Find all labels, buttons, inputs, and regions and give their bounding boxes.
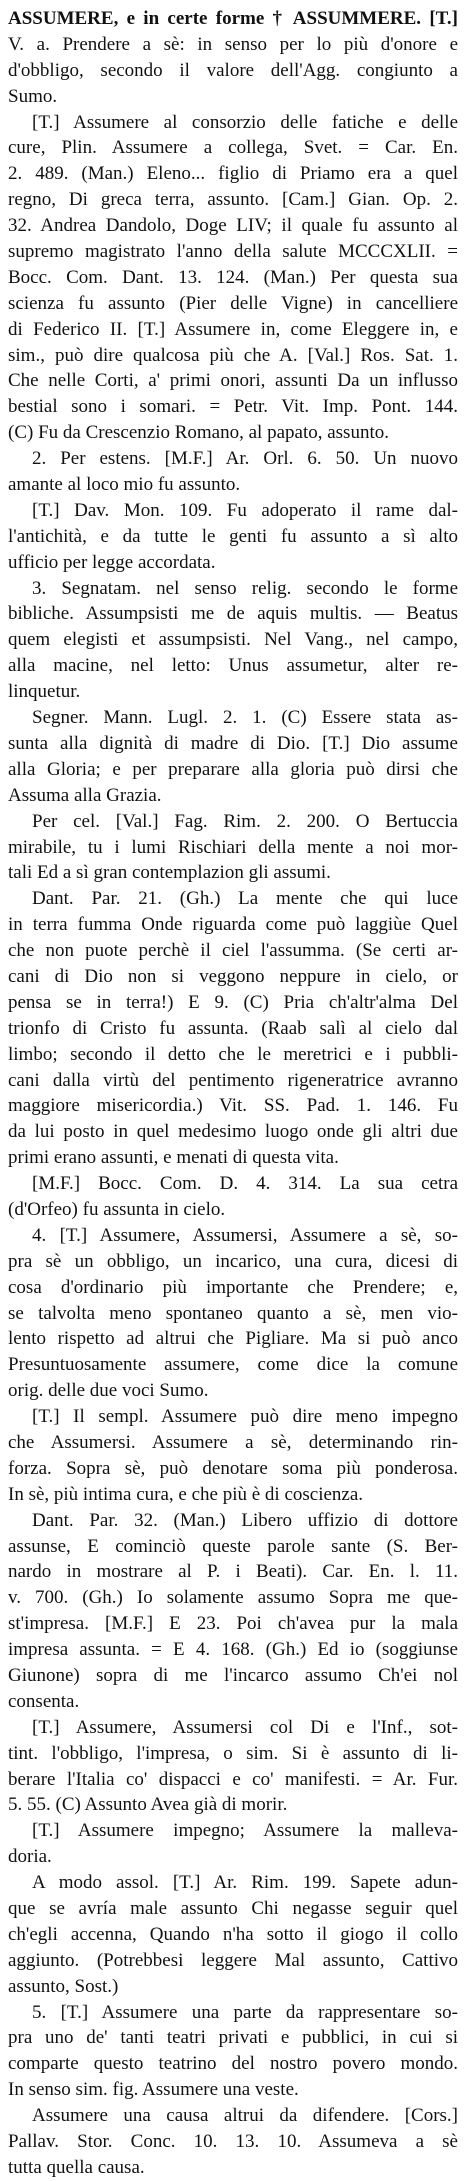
- text-line: aggiunto. (Potrebbesi leggere Mal assunto, Cattivo: [8, 1949, 458, 1971]
- text-line: trionfo di Cristo fu assunta. (Raab salì al cielo dal: [8, 1017, 458, 1039]
- text-line: v. 700. (Gh.) Io solamente assumo Sopra me que-: [8, 1587, 458, 1609]
- text-line: [T.] Dav. Mon. 109. Fu adoperato il rame dal-: [32, 499, 458, 521]
- text-line: mirabile, tu i lumi Rischiari della mente a noi mor-: [8, 836, 458, 858]
- text-line: supremo magistrato l'anno della salute MCCCXLII. =: [8, 241, 458, 263]
- entry-paragraph: [8, 2103, 458, 2181]
- text-line: alla Gloria; e per preparare alla gloria può dirsi che: [8, 758, 458, 780]
- text-line: amante al loco mio fu assunto.: [8, 474, 241, 496]
- text-line: Per cel. [Val.] Fag. Rim. 2. 200. O Bertuccia: [32, 810, 458, 832]
- entry-paragraph: [8, 1818, 458, 1870]
- entry-paragraph: [8, 2000, 458, 2104]
- text-line: 5. [T.] Assumere una parte da rappresentare so-: [32, 2001, 458, 2023]
- entry-paragraph: [8, 705, 458, 809]
- text-line: alla macine, nel letto: Unus assumetur, alter re-: [8, 655, 458, 677]
- text-line: che non puote perchè il ciel l'assumma. (Se certi ar-: [8, 940, 458, 962]
- text-line: ASSUMERE, e in certe forme † ASSUMMERE. [T.]: [8, 8, 458, 29]
- text-line: V. a. Prendere a sè: in senso per lo più d'onore e: [8, 33, 458, 55]
- text-line: consenta.: [8, 1690, 80, 1712]
- text-line: Bocc. Com. Dant. 13. 124. (Man.) Per questa sua: [8, 266, 458, 288]
- text-line: tutta quella causa.: [8, 2156, 145, 2178]
- text-line: di Federico II. [T.] Assumere in, come Eleggere in, e: [8, 318, 458, 340]
- text-line: l'antichità, e da tutte le genti fu assunto a sì alto: [8, 525, 458, 547]
- text-line: In sè, più intima cura, e che più è di coscienza.: [8, 1483, 364, 1505]
- text-line: comparte questo teatrino del nostro povero mondo.: [8, 2053, 458, 2075]
- entry-paragraph: [8, 886, 458, 1171]
- entry-paragraph: [8, 1404, 458, 1508]
- text-line: tali Ed a sì gran contemplazion gli assumi.: [8, 862, 331, 884]
- text-line: linquetur.: [8, 681, 81, 703]
- text-line: bibliche. Assumpsisti me de aquis multis. — Beatus: [8, 603, 458, 625]
- text-line: pensa se in terra!) E 9. (C) Pria ch'altr'alma Del: [8, 991, 458, 1013]
- text-line: quem elegisti et assumpsisti. Nel Vang., nel campo,: [8, 629, 458, 651]
- text-line: (d'Orfeo) fu assunta in cielo.: [8, 1198, 226, 1220]
- text-line: Dant. Par. 21. (Gh.) La mente che qui luce: [32, 888, 458, 910]
- entry-paragraph: [8, 1171, 458, 1223]
- text-line: [T.] Assumere, Assumersi col Di e l'Inf., sot-: [32, 1716, 458, 1738]
- text-line: scienza fu assunto (Pier delle Vigne) in cancelliere: [8, 292, 458, 314]
- entry-paragraph: [8, 1508, 458, 1715]
- text-line: Pallav. Stor. Conc. 10. 13. 10. Assumeva a sè: [8, 2131, 458, 2153]
- text-line: se talvolta meno spontaneo quanto a sè, men vio-: [8, 1302, 458, 1324]
- text-line: Che nelle Corti, a' primi onori, assunti Da un influsso: [8, 370, 458, 392]
- text-line: regno, Di greca terra, assunto. [Cam.] Gian. Op. 2.: [8, 189, 458, 211]
- text-line: [M.F.] Bocc. Com. D. 4. 314. La sua cetra: [32, 1173, 458, 1195]
- entry-paragraph: [8, 1715, 458, 1819]
- entry-paragraph: [8, 1223, 458, 1404]
- text-line: Dant. Par. 32. (Man.) Libero uffizio di dottore: [32, 1509, 458, 1531]
- text-line: forza. Sopra sè, può denotare soma più ponderosa.: [8, 1457, 458, 1479]
- text-line: che Assumersi. Assumere a sè, determinando rin-: [8, 1431, 458, 1453]
- text-line: impresa assunta. = E 4. 168. (Gh.) Ed io (soggiunse: [8, 1639, 458, 1661]
- entry-paragraph: [8, 110, 458, 447]
- text-line: st'impresa. [M.F.] E 23. Poi ch'avea pur la mala: [8, 1613, 458, 1635]
- text-line: Sumo.: [8, 85, 58, 107]
- text-line: in terra fumma Onde riguarda come può laggiùe Quel: [8, 914, 458, 936]
- entry-paragraph: [8, 498, 458, 576]
- text-line: cosa d'ordinario più importante che Prendere; e,: [8, 1276, 458, 1298]
- text-line: Assumere una causa altrui da difendere. [Cors.]: [32, 2105, 458, 2127]
- text-line: 5. 55. (C) Assunto Avea già di morir.: [8, 1794, 288, 1816]
- text-line: orig. delle due voci Sumo.: [8, 1380, 209, 1402]
- text-line: lento rispetto ad altrui che Pigliare. Ma si può anco: [8, 1328, 458, 1350]
- text-line: que se avría male assunto Chi negasse seguir quel: [8, 1898, 458, 1920]
- text-line: doria.: [8, 1846, 52, 1868]
- text-line: sunta alla dignità di madre di Dio. [T.] Dio assume: [8, 732, 458, 754]
- text-line: pra sè un obbligo, un incarico, una cura, dicesi di: [8, 1250, 458, 1272]
- entry-paragraph: [8, 576, 458, 705]
- dictionary-entry-assumere: [8, 6, 458, 2181]
- text-line: [T.] Assumere impegno; Assumere la malleva-: [32, 1820, 458, 1842]
- text-line: 32. Andrea Dandolo, Doge LIV; il quale fu assunto al: [8, 215, 458, 237]
- entry-paragraph: [8, 446, 458, 498]
- text-line: Giunone) sopra di me l'incarco assumo Ch'ei nol: [8, 1665, 458, 1686]
- text-line: [T.] Assumere al consorzio delle fatiche e delle: [32, 111, 458, 133]
- text-line: (C) Fu da Crescenzio Romano, al papato, assunto.: [8, 422, 389, 444]
- text-line: assunse, E cominciò queste parole sante (S. Ber-: [8, 1535, 458, 1557]
- text-line: nardo in mostrare al P. i Beati). Car. En. l. 11.: [8, 1561, 458, 1583]
- text-line: da lui posto in quel medesimo luogo onde gli altri due: [8, 1121, 458, 1143]
- text-line: cani dalla virtù del pentimento rigeneratrice avranno: [8, 1069, 458, 1091]
- entry-headword-paragraph: [8, 6, 458, 110]
- text-line: 2. Per estens. [M.F.] Ar. Orl. 6. 50. Un nuovo: [32, 448, 458, 470]
- text-line: Segner. Mann. Lugl. 2. 1. (C) Essere stata as-: [32, 707, 458, 729]
- text-line: sim., può dire qualcosa più che A. [Val.] Ros. Sat. 1.: [8, 344, 458, 366]
- text-line: ch'egli accenna, Quando n'ha sotto il giogo il collo: [8, 1923, 458, 1945]
- text-line: A modo assol. [T.] Ar. Rim. 199. Sapete adun-: [32, 1872, 458, 1894]
- text-line: cure, Plin. Assumere a collega, Svet. = Car. En.: [8, 137, 458, 159]
- text-line: 4. [T.] Assumere, Assumersi, Assumere a sè, so-: [32, 1224, 458, 1246]
- entry-paragraph: [8, 1870, 458, 1999]
- text-line: cani di Dio non si veggono neppure in cielo, or: [8, 965, 458, 987]
- entry-paragraph: [8, 809, 458, 887]
- text-line: Assuma alla Grazia.: [8, 784, 162, 806]
- text-line: In senso sim. fig. Assumere una veste.: [8, 2079, 299, 2101]
- text-line: bestial sono i somari. = Petr. Vit. Imp. Pont. 144.: [8, 396, 458, 418]
- text-line: 3. Segnatam. nel senso relig. secondo le forme: [32, 577, 458, 599]
- text-line: tint. l'obbligo, l'impresa, o sim. Si è assunto di li-: [8, 1742, 458, 1764]
- text-line: ufficio per legge accordata.: [8, 551, 216, 573]
- text-line: Presuntuosamente assumere, come dice la comune: [8, 1354, 458, 1376]
- text-line: d'obbligo, secondo il valore dell'Agg. congiunto a: [8, 59, 458, 81]
- text-line: limbo; secondo il detto che le meretrici e i pubbli-: [8, 1043, 458, 1065]
- text-line: primi erano assunti, e menati di questa vita.: [8, 1147, 339, 1169]
- text-line: berare l'Italia co' dispacci e co' manifesti. = Ar. Fur.: [8, 1768, 458, 1790]
- text-line: 2. 489. (Man.) Eleno... figlio di Priamo era a quel: [8, 163, 458, 185]
- text-line: assunto, Sost.): [8, 1975, 119, 1997]
- text-line: maggiore misericordia.) Vit. SS. Pad. 1. 146. Fu: [8, 1095, 458, 1117]
- text-line: [T.] Il sempl. Assumere può dire meno impegno: [32, 1406, 458, 1428]
- text-line: pra uno de' tanti teatri privati e pubblici, in cui si: [8, 2027, 458, 2049]
